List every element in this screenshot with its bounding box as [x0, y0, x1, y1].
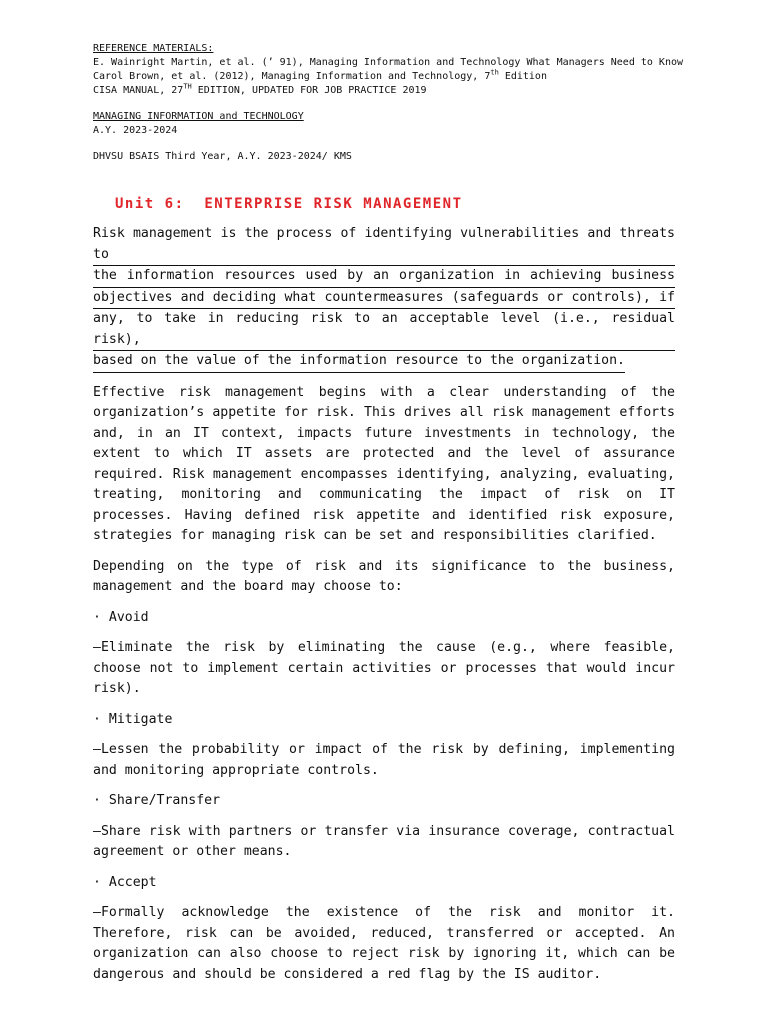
references-heading: REFERENCE MATERIALS:: [93, 43, 214, 54]
definition-line: objectives and deciding what countermeasures (safeguards or controls), if: [93, 288, 675, 310]
course-year: A.Y. 2023-2024: [93, 125, 178, 136]
definition-line: the information resources used by an organization in achieving business: [93, 266, 675, 288]
reference-item-2: Carol Brown, et al. (2012), Managing Information and Technology, 7th Edition: [93, 68, 547, 82]
depending-paragraph: Depending on the type of risk and its significance to the business, management and the board may choose to:: [93, 558, 675, 594]
definition-line: any, to take in reducing risk to an acceptable level (i.e., residual risk),: [93, 309, 675, 351]
option-mitigate-label: · Mitigate: [93, 711, 173, 727]
option-accept-label: · Accept: [93, 874, 157, 890]
option-mitigate-desc: —Lessen the probability or impact of the risk by defining, implementing and monitoring appropriate controls.: [93, 742, 675, 778]
course-title: MANAGING INFORMATION and TECHNOLOGY: [93, 111, 304, 122]
risk-definition: [93, 224, 675, 373]
reference-item-1: E. Wainright Martin, et al. (’ 91), Managing Information and Technology What Managers Need to Know: [93, 57, 684, 68]
class-info: DHVSU BSAIS Third Year, A.Y. 2023-2024/ KMS: [93, 151, 352, 162]
option-share-desc: —Share risk with partners or transfer via insurance coverage, contractual agreement or other means.: [93, 823, 675, 859]
definition-line: Risk management is the process of identifying vulnerabilities and threats to: [93, 224, 675, 266]
option-avoid-label: · Avoid: [93, 609, 149, 625]
option-avoid-desc: —Eliminate the risk by eliminating the cause (e.g., where feasible, choose not to implement certain activities or processes that would incur risk).: [93, 640, 675, 696]
option-accept-desc: —Formally acknowledge the existence of the risk and monitor it. Therefore, risk can be avoided, reduced, transferred or accepted. An organization can also choose to reject risk by ignoring it, which can be dangerous and should be considered a red flag by the IS auditor.: [93, 905, 675, 982]
reference-item-3: CISA MANUAL, 27TH EDITION, UPDATED FOR JOB PRACTICE 2019: [93, 82, 427, 96]
definition-line: based on the value of the information resource to the organization.: [93, 351, 625, 373]
document-page: [93, 42, 684, 985]
option-share-label: · Share/Transfer: [93, 793, 221, 808]
effective-paragraph: Effective risk management begins with a clear understanding of the organization’s appetite for risk. This drives all risk management efforts and, in an IT context, impacts future investments in technology, the extent to which IT assets are protected and the level of assurance required. Risk management encompasses identifying, analyzing, evaluating, treating, monitoring and communicating the impact of risk on IT processes. Having defined risk appetite and identified risk exposure, strategies for managing risk can be set and responsibilities clarified.: [93, 384, 675, 543]
unit-title: Unit 6: ENTERPRISE RISK MANAGEMENT: [115, 196, 463, 212]
